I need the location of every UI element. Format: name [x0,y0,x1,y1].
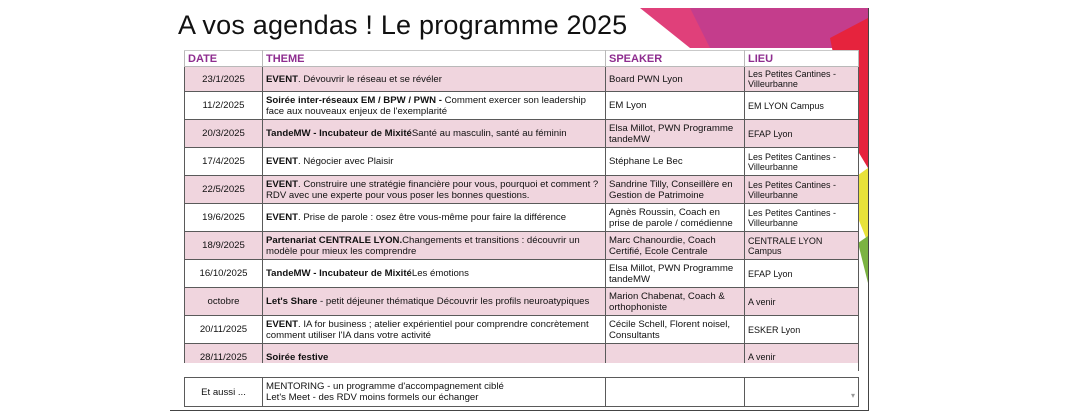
cell-lieu: A venir [745,344,859,371]
extra-table [184,377,859,407]
theme-title: EVENT [266,178,298,190]
theme-title: Soirée festive [266,351,329,363]
cell-theme [263,67,606,92]
cell-date: 19/6/2025 [185,204,263,232]
theme-title: Let's Share [266,296,318,307]
theme-description: Les émotions [411,268,469,279]
cell-date: 22/5/2025 [185,176,263,204]
theme-title: Partenariat CENTRALE LYON. [266,234,403,246]
theme-title: EVENT [266,318,298,330]
table-row [185,204,859,232]
slide [170,8,869,411]
cell-lieu: Les Petites Cantines - Villeurbanne [745,148,859,176]
table-row [185,316,859,344]
cell-theme [263,288,606,316]
cell-date: 20/3/2025 [185,120,263,148]
cell-theme [263,176,606,204]
cell-speaker: Sandrine Tilly, Conseillère en Gestion de Patrimoine [606,176,745,204]
cell-theme [263,232,606,260]
cell-speaker: Marc Chanourdie, Coach Certifié, Ecole Centrale [606,232,745,260]
table-row [185,67,859,92]
table-row [185,176,859,204]
table-row [185,120,859,148]
cell-lieu: Les Petites Cantines - Villeurbanne [745,67,859,92]
cell-speaker: Elsa Millot, PWN Programme tandeMW [606,120,745,148]
cell-lieu: A venir [745,288,859,316]
theme-description: Changements et transitions : découvrir un modèle pour mieux les comprendre [266,234,580,257]
dropdown-arrow-icon[interactable]: ▾ [850,390,855,400]
cell-lieu: EFAP Lyon [745,260,859,288]
cell-speaker: Elsa Millot, PWN Programme tandeMW [606,260,745,288]
table-row [185,92,859,120]
extra-label: Et aussi ... [185,378,263,407]
extra-line-letsmeet: Let's Meet - des RDV moins formels our échanger [266,392,479,403]
theme-title: TandeMW - Incubateur de Mixité [266,268,412,279]
cell-theme [263,92,606,120]
extra-lieu[interactable] [745,378,859,407]
cell-date: 17/4/2025 [185,148,263,176]
extra-speaker [606,378,745,407]
slide-title: A vos agendas ! Le programme 2025 [178,10,628,40]
cell-speaker: Stéphane Le Bec [606,148,745,176]
extra-theme [263,378,606,407]
theme-description: . IA for business ; atelier expérientiel pour comprendre concrètement comment utiliser l'IA dans votre activité [266,318,589,341]
column-header-speaker: SPEAKER [606,51,745,67]
cell-date: 28/11/2025 [185,344,263,371]
theme-title: EVENT [266,156,298,167]
cell-date: 16/10/2025 [185,260,263,288]
cell-date: 18/9/2025 [185,232,263,260]
cell-lieu: Les Petites Cantines - Villeurbanne [745,204,859,232]
table-row [185,288,859,316]
cell-lieu: CENTRALE LYON Campus [745,232,859,260]
cell-date: octobre [185,288,263,316]
cell-speaker: Agnès Roussin, Coach en prise de parole / comédienne [606,204,745,232]
cell-lieu: EFAP Lyon [745,120,859,148]
cell-lieu: Les Petites Cantines - Villeurbanne [745,176,859,204]
cell-theme [263,120,606,148]
extra-line-mentoring: MENTORING - un programme d'accompagnement ciblé [266,381,504,392]
column-header-lieu: LIEU [745,51,859,67]
column-header-date: DATE [185,51,263,67]
cell-theme [263,260,606,288]
cell-speaker: EM Lyon [606,92,745,120]
cell-speaker: Board PWN Lyon [606,67,745,92]
theme-title: EVENT [266,73,298,85]
table-row [185,260,859,288]
theme-title: TandeMW - Incubateur de Mixité [266,128,412,139]
theme-description: - petit déjeuner thématique Découvrir les profils neuroatypiques [317,296,590,307]
cell-theme [263,148,606,176]
table-header-row [185,51,859,67]
extra-row [185,378,859,407]
cell-speaker: Marion Chabenat, Coach & orthophoniste [606,288,745,316]
cell-date: 11/2/2025 [185,92,263,120]
theme-title: Soirée inter-réseaux EM / BPW / PWN - [266,94,445,106]
cell-date: 20/11/2025 [185,316,263,344]
cell-lieu: EM LYON Campus [745,92,859,120]
table-row [185,232,859,260]
theme-description: . Négocier avec Plaisir [298,156,394,167]
cell-theme [263,204,606,232]
theme-description: . Prise de parole : osez être vous-même pour faire la différence [298,212,567,223]
cell-lieu: ESKER Lyon [745,316,859,344]
column-header-theme: THEME [263,51,606,67]
cell-speaker: Cécile Schell, Florent noisel, Consultants [606,316,745,344]
theme-description: Santé au masculin, santé au féminin [411,128,567,139]
table-gap [184,363,858,377]
cell-theme [263,316,606,344]
theme-title: EVENT [266,212,298,223]
table-row [185,148,859,176]
program-table [184,50,859,371]
deco-green-shape [858,236,868,283]
cell-date: 23/1/2025 [185,67,263,92]
theme-description: . Construire une stratégie financière pour vous, pourquoi et comment ? RDV avec une experte pour vous poser les bonnes questions. [266,178,599,201]
theme-description: Comment exercer son leadership face aux nouveaux enjeux de l'exemplarité [266,94,586,117]
theme-description: . Dévouvrir le réseau et se révéler [298,73,442,85]
